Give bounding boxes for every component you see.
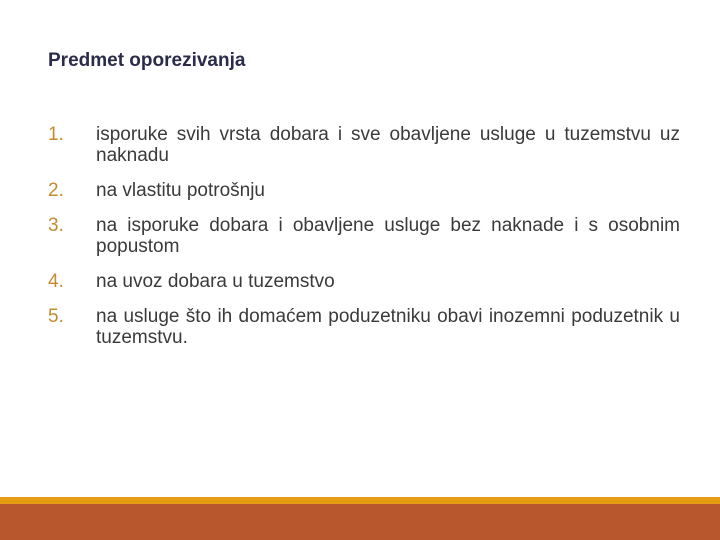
footer-bar bbox=[0, 504, 720, 540]
list-item-text: na uvoz dobara u tuzemstvo bbox=[96, 271, 335, 292]
list-item-number: 3. bbox=[48, 215, 64, 236]
list-item bbox=[48, 180, 680, 201]
list-item-number: 2. bbox=[48, 180, 64, 201]
list-item-number: 1. bbox=[48, 124, 64, 145]
numbered-list bbox=[48, 124, 680, 362]
list-item-text: na isporuke dobara i obavljene usluge bez naknade i s osobnim popustom bbox=[96, 215, 680, 257]
accent-bar bbox=[0, 497, 720, 504]
list-item bbox=[48, 124, 680, 166]
list-item-text: na vlastitu potrošnju bbox=[96, 180, 265, 201]
list-item bbox=[48, 215, 680, 257]
list-item-text: isporuke svih vrsta dobara i sve obavljene usluge u tuzemstvu uz naknadu bbox=[96, 124, 680, 166]
list-item bbox=[48, 306, 680, 348]
list-item-number: 5. bbox=[48, 306, 64, 327]
list-item bbox=[48, 271, 680, 292]
list-item-number: 4. bbox=[48, 271, 64, 292]
list-item-text: na usluge što ih domaćem poduzetniku obavi inozemni poduzetnik u tuzemstvu. bbox=[96, 306, 680, 348]
slide-title: Predmet oporezivanja bbox=[48, 50, 246, 71]
